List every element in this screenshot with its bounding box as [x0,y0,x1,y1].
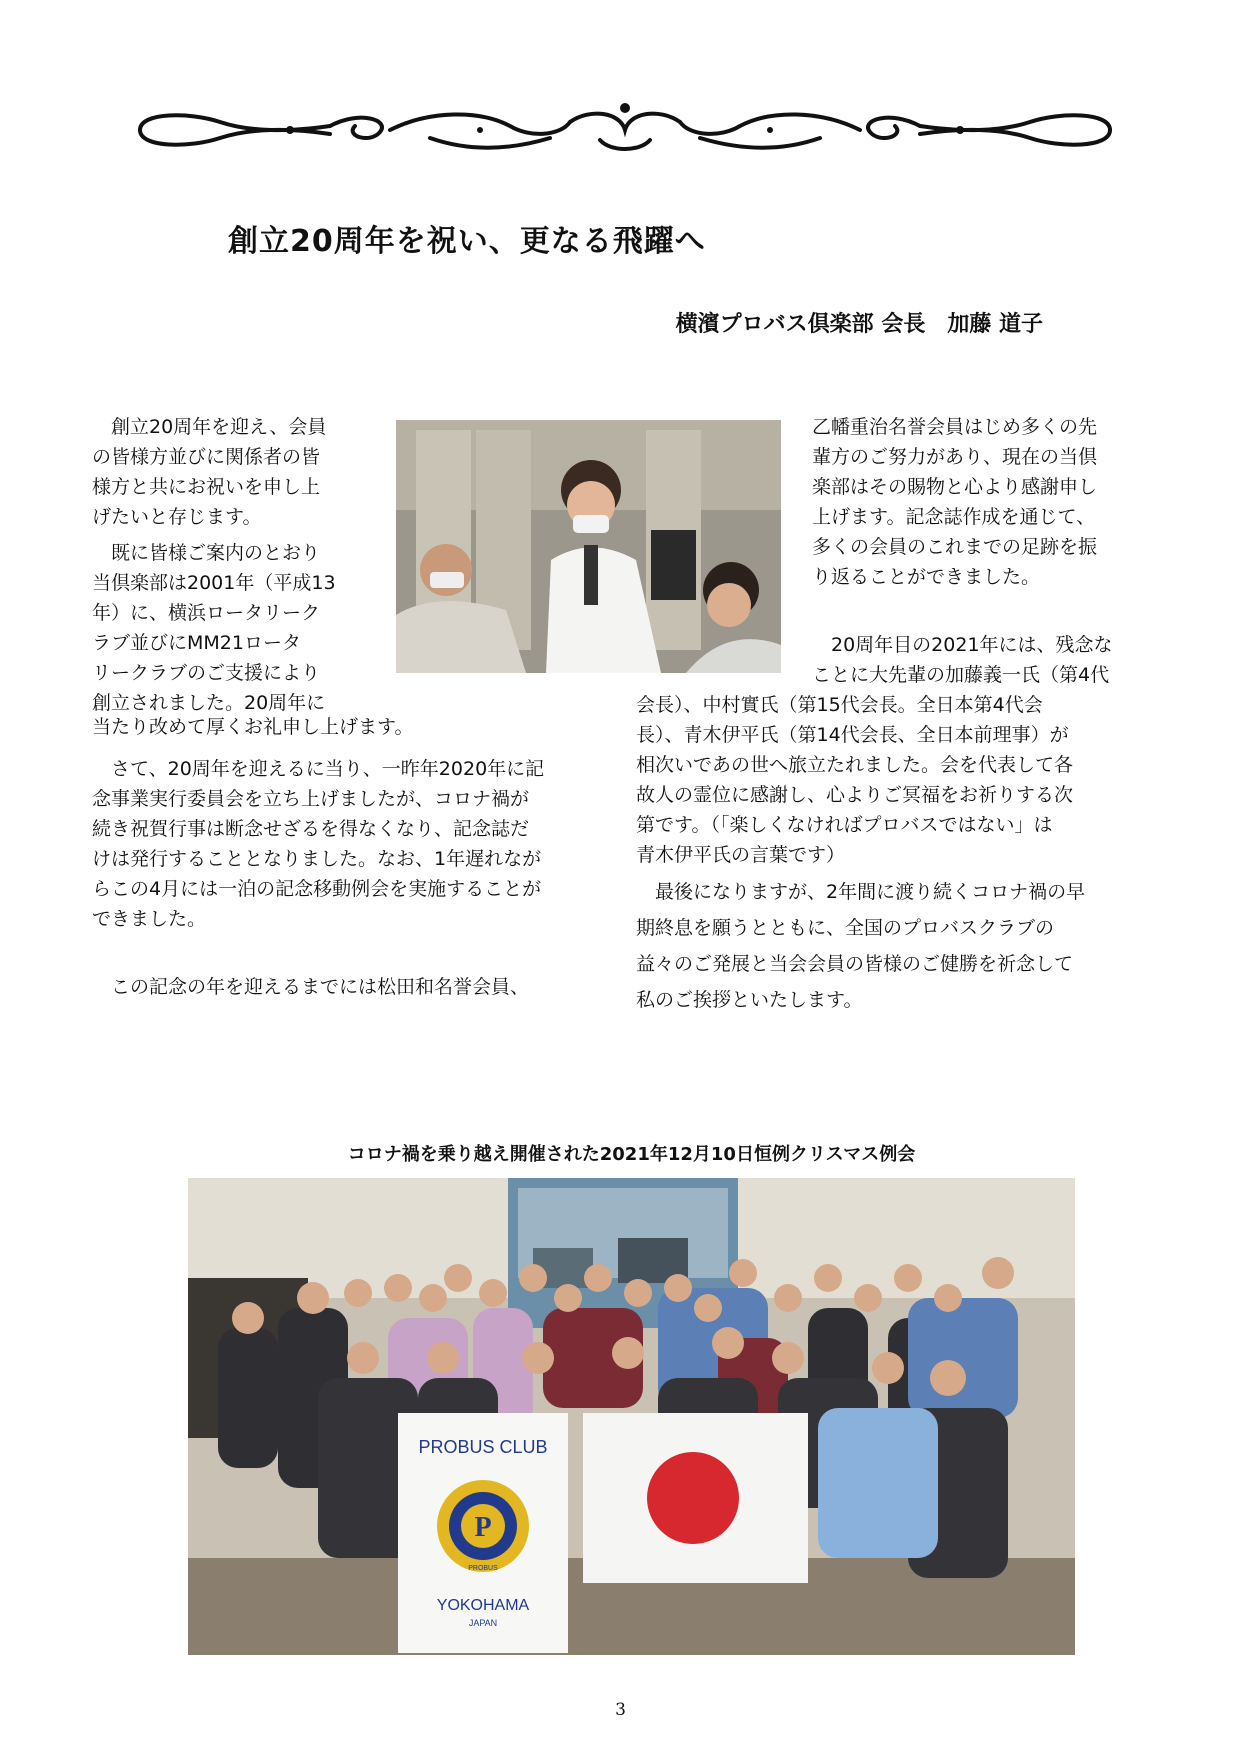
text-line: 輩方のご努力があり、現在の当倶 [812,446,1098,468]
text-line: けは発行することとなりました。なお、1年遅れなが [92,848,542,870]
probus-banner [398,1413,568,1653]
text-line: 最後になりますが、2年間に渡り続くコロナ禍の早 [636,881,1086,903]
emblem-letter: P [474,1512,492,1543]
text-line: 青木伊平氏の言葉です） [636,844,846,866]
text-line: 念事業実行委員会を立ち上げましたが、コロナ禍が [92,788,530,810]
text-line: 乙幡重治名誉会員はじめ多くの先 [812,416,1098,438]
text-line: 多くの会員のこれまでの足跡を振 [812,536,1098,558]
paragraph-6 [636,690,1073,870]
text-line: り返ることができました。 [812,566,1041,588]
text-line: 期終息を願うとともに、全国のプロバスクラブの [636,917,1055,939]
paragraph-6-head [812,630,1113,690]
paragraph-5 [812,412,1097,592]
banner-title: PROBUS CLUB [418,1437,548,1457]
text-line: ラブ並びにMM21ロータ [92,632,301,654]
text-line: さて、20周年を迎えるに当り、一昨年2020年に記 [92,758,545,780]
page-number: 3 [615,1700,626,1720]
text-line: リークラブのご支援により [92,662,321,684]
banner-country: JAPAN [468,1618,498,1628]
paragraph-2 [92,538,336,718]
group-photo-caption: コロナ禍を乗り越え開催された2021年12月10日恒例クリスマス例会 [347,1144,916,1165]
president-photo [396,420,781,673]
text-line: 20周年目の2021年には、残念な [812,634,1113,656]
text-line: 創立20周年を迎え、会員 [92,416,327,438]
paragraph-1 [92,412,326,532]
text-line: の皆様方並びに関係者の皆 [92,446,321,468]
text-line: 創立されました。20周年に [92,692,326,714]
president-photo-image [396,420,781,673]
paragraph-2-tail: 当たり改めて厚くお礼申し上げます。 [92,716,414,738]
text-line: 長）、青木伊平氏（第14代会長、全日本前理事）が [636,724,1069,746]
text-line: 楽部はその賜物と心より感謝申し [812,476,1098,498]
text-line: ことに大先輩の加藤義一氏（第4代 [812,664,1110,686]
page-title: 創立20周年を祝い、更なる飛躍へ [228,224,706,259]
text-line: 上げます。記念誌作成を通じて、 [812,506,1096,528]
text-line: 私のご挨拶といたします。 [636,989,863,1011]
text-line: 相次いであの世へ旅立たれました。会を代表して各 [636,754,1074,776]
text-line: できました。 [92,908,207,930]
text-line: 会長）、中村實氏（第15代会長。全日本第4代会 [636,694,1043,716]
ornament-divider-icon [130,100,1120,160]
paragraph-4: この記念の年を迎えるまでには松田和名誉会員、 [92,976,530,998]
emblem-ring-text: PROBUS [468,1565,498,1572]
paragraph-3 [92,754,544,934]
text-line: 当倶楽部は2001年（平成13 [92,572,336,594]
text-line: らこの4月には一泊の記念移動例会を実施することが [92,878,542,900]
banner-city: YOKOHAMA [436,1597,530,1614]
text-line: 年）に、横浜ロータリーク [92,602,321,624]
japan-flag-icon [583,1413,808,1583]
text-line: 続き祝賀行事は断念せざるを得なくなり、記念誌だ [92,818,530,840]
text-line: 益々のご発展と当会会員の皆様のご健勝を祈念して [636,953,1074,975]
text-line: 第です。（「楽しくなければプロバスではない」は [636,814,1053,836]
group-photo-image [188,1178,1075,1655]
paragraph-7 [636,874,1085,1018]
author-line: 横濱プロバス倶楽部 会長 加藤 道子 [675,312,1043,337]
text-line: 様方と共にお祝いを申し上 [92,476,321,498]
text-line: 既に皆様ご案内のとおり [92,542,321,564]
group-photo [188,1178,1075,1655]
text-line: 故人の霊位に感謝し、心よりご冥福をお祈りする次 [636,784,1074,806]
text-line: げたいと存じます。 [92,506,262,528]
